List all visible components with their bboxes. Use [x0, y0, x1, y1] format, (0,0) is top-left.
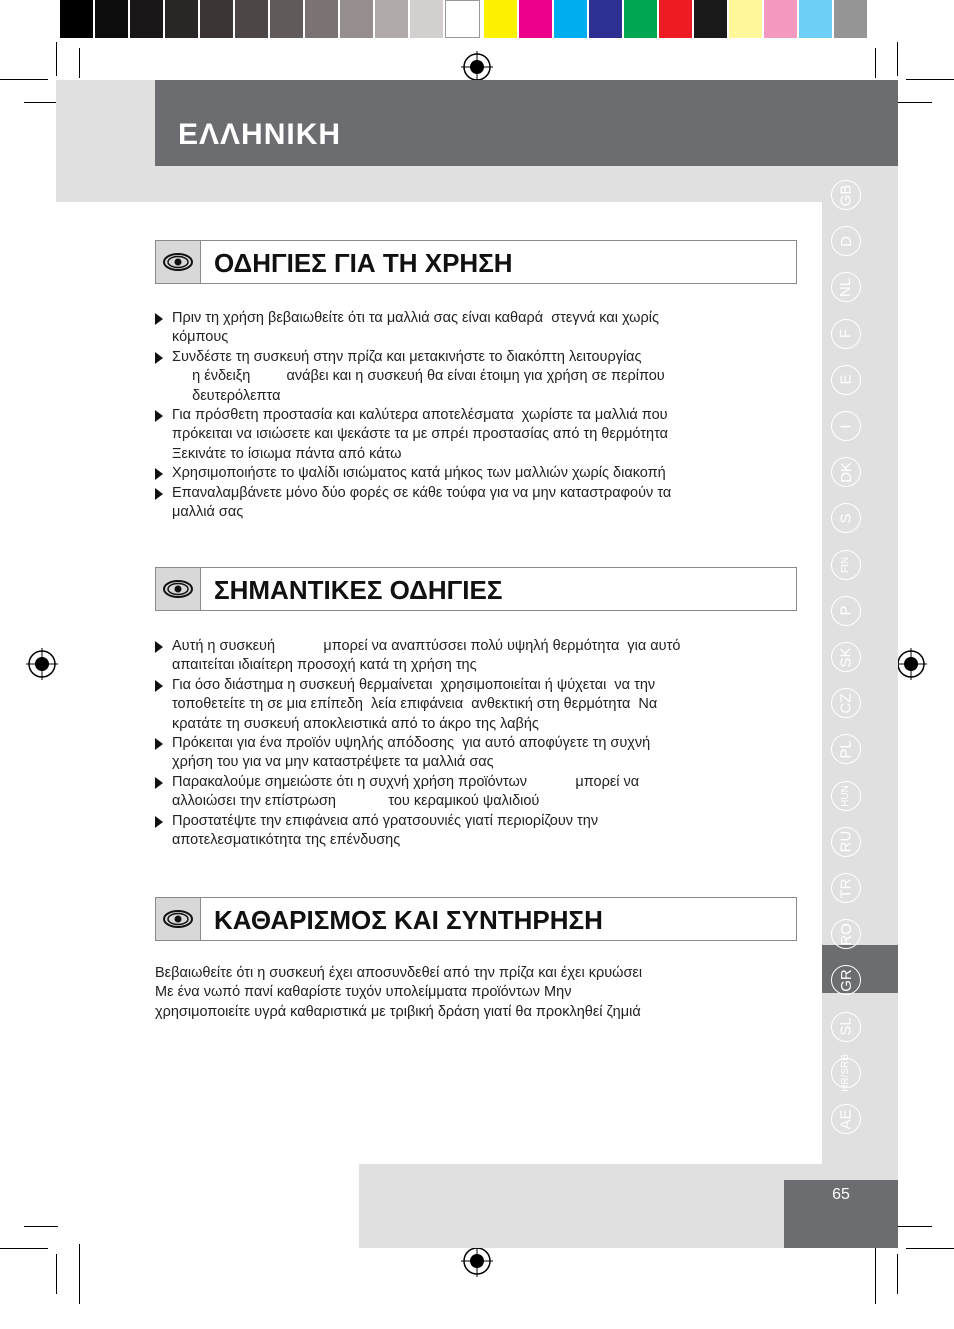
bullet-arrow-icon	[155, 410, 163, 422]
greyscale-color-bar	[60, 0, 480, 38]
language-tab-hun[interactable]	[831, 781, 861, 811]
cleaning-line: Βεβαιωθείτε ότι η συσκευή έχει αποσυνδεθεί από την πρίζα και έχει κρυώσει	[155, 965, 643, 981]
list-item-line: Για όσο διάστημα η συσκευή θερμαίνεται χρησιμοποιείται ή ψύχεται να την	[172, 676, 656, 693]
list-item-line: η ένδειξη ανάβει και η συσκευή θα είναι έτοιμη για χρήση σε περίπου	[172, 368, 665, 385]
language-code: RO	[837, 922, 855, 946]
section-title-important: ΣΗΜΑΝΤΙΚΕΣ ΟΔΗΓΙΕΣ	[214, 575, 503, 605]
eye-icon	[156, 568, 201, 610]
list-item-line: κρατάτε τη συσκευή αποκλειστικά από το άκρο της λαβής	[172, 715, 539, 732]
crop-mark	[79, 1244, 80, 1304]
color-swatch	[729, 0, 764, 38]
usage-instructions-list	[155, 309, 805, 522]
crop-mark	[875, 48, 876, 78]
language-tab-gb[interactable]	[831, 180, 861, 210]
bullet-arrow-icon	[155, 777, 163, 789]
section-title-usage: ΟΔΗΓΙΕΣ ΓΙΑ ΤΗ ΧΡΗΣΗ	[214, 248, 513, 278]
registration-mark-icon	[26, 648, 58, 680]
bullet-arrow-icon	[155, 352, 163, 364]
crop-mark	[875, 1244, 876, 1304]
list-item-line: Αυτή η συσκευή μπορεί να αναπτύσσει πολύ υψηλή θερμότητα για αυτό	[172, 638, 681, 654]
crop-mark	[906, 1248, 954, 1249]
language-code: NL	[837, 277, 855, 297]
crop-mark	[24, 102, 58, 103]
color-swatch	[410, 0, 445, 38]
bullet-arrow-icon	[155, 641, 163, 653]
language-code: P	[837, 605, 855, 616]
color-swatch	[130, 0, 165, 38]
list-item-line: δευτερόλεπτα	[172, 387, 281, 404]
color-swatch	[270, 0, 305, 38]
language-code: E	[837, 374, 855, 385]
language-tab-tr[interactable]	[831, 873, 861, 903]
list-item-line: αλλοιώσει την επίστρωση του κεραμικού ψαλιδιού	[172, 793, 540, 810]
eye-icon	[156, 241, 201, 283]
list-item	[155, 637, 805, 676]
language-code: DK	[837, 461, 855, 483]
language-tab-e[interactable]	[831, 365, 861, 395]
language-code: S	[837, 513, 855, 524]
color-swatch	[484, 0, 519, 38]
language-code: SL	[837, 1017, 855, 1036]
language-code: GB	[837, 184, 855, 206]
language-tab-sl[interactable]	[831, 1012, 861, 1042]
list-item-line: Πριν τη χρήση βεβαιωθείτε ότι τα μαλλιά σας είναι καθαρά στεγνά και χωρίς	[172, 310, 659, 326]
bullet-arrow-icon	[155, 680, 163, 692]
eye-icon	[156, 898, 201, 940]
page-title: ΕΛΛΗΝΙΚΗ	[178, 118, 342, 151]
list-item-line: πρόκειται να ισιώσετε και ψεκάστε τα με σπρέι προστασίας από τη θερμότητα	[172, 426, 668, 443]
list-item	[155, 309, 805, 348]
section-header-important	[155, 567, 797, 611]
list-item	[155, 484, 805, 523]
crop-mark	[906, 79, 954, 80]
cleaning-line: χρησιμοποιείτε υγρά καθαριστικά με τριβική δράση γιατί θα προκληθεί ζημιά	[155, 1003, 641, 1020]
language-tab-ae[interactable]	[831, 1104, 861, 1134]
language-code: I	[837, 423, 855, 429]
bullet-arrow-icon	[155, 488, 163, 500]
color-swatch	[95, 0, 130, 38]
cleaning-line: Με ένα νωπό πανί καθαρίστε τυχόν υπολείμματα προϊόντων Μην	[155, 984, 572, 1001]
color-swatch	[235, 0, 270, 38]
language-tab-f[interactable]	[831, 319, 861, 349]
color-swatch	[445, 0, 480, 38]
crop-mark	[56, 1254, 57, 1294]
cleaning-paragraph	[155, 964, 805, 1022]
language-tab-ro[interactable]	[831, 919, 861, 949]
language-code: D	[837, 235, 855, 247]
color-swatch	[60, 0, 95, 38]
registration-mark-icon	[895, 648, 927, 680]
list-item	[155, 406, 805, 464]
crop-mark	[79, 48, 80, 78]
language-code: FIN	[839, 556, 851, 573]
crop-mark	[56, 42, 57, 76]
bullet-arrow-icon	[155, 738, 163, 750]
list-item-line: μαλλιά σας	[172, 504, 244, 521]
list-item-line: αποτελεσματικότητα της επένδυσης	[172, 832, 401, 849]
section-header-usage	[155, 240, 797, 284]
crop-mark	[0, 1248, 48, 1249]
list-item-line: χρήση του για να μην καταστρέψετε τα μαλλιά σας	[172, 754, 494, 771]
color-swatch	[799, 0, 834, 38]
language-tab-dk[interactable]	[831, 457, 861, 487]
list-item	[155, 348, 805, 406]
registration-mark-icon	[461, 51, 493, 83]
process-color-bar	[484, 0, 869, 38]
crop-mark	[0, 79, 48, 80]
color-swatch	[764, 0, 799, 38]
list-item	[155, 773, 805, 812]
language-code: F	[837, 329, 855, 339]
language-tab-cz[interactable]	[831, 688, 861, 718]
list-item-line: Χρησιμοποιήστε το ψαλίδι ισιώματος κατά μήκος των μαλλιών χωρίς διακοπή	[172, 465, 666, 482]
list-item	[155, 464, 805, 483]
color-swatch	[305, 0, 340, 38]
crop-mark	[897, 1254, 898, 1294]
bullet-arrow-icon	[155, 816, 163, 828]
color-swatch	[694, 0, 729, 38]
language-code: AE	[837, 1108, 855, 1130]
list-item-line: Ξεκινάτε το ίσιωμα πάντα από κάτω	[172, 445, 402, 462]
registration-mark-icon	[461, 1245, 493, 1277]
list-item-line: τοποθετείτε τη σε μια επίπεδη λεία επιφάνεια ανθεκτική στη θερμότητα Να	[172, 696, 658, 713]
language-code: CZ	[837, 693, 855, 714]
language-tab-ru[interactable]	[831, 827, 861, 857]
list-item-line: Πρόκειται για ένα προϊόν υψηλής απόδοσης για αυτό αποφύγετε τη συχνή	[172, 735, 651, 752]
list-item-line: Προστατέψτε την επιφάνεια από γρατσουνιές γιατί περιορίζουν την	[172, 812, 599, 829]
list-item-line: απαιτείται ιδιαίτερη προσοχή κατά τη χρήση της	[172, 657, 477, 674]
list-item-line: Για πρόσθετη προστασία και καλύτερα αποτελέσματα χωρίστε τα μαλλιά που	[172, 407, 668, 424]
crop-mark	[898, 1226, 932, 1227]
language-tab-fin[interactable]	[831, 550, 861, 580]
color-swatch	[165, 0, 200, 38]
bullet-arrow-icon	[155, 313, 163, 325]
important-instructions-list	[155, 637, 805, 850]
language-tab-sk[interactable]	[831, 642, 861, 672]
language-code: GR	[837, 969, 855, 992]
crop-mark	[898, 102, 932, 103]
list-item-line: Παρακαλούμε σημειώστε ότι η συχνή χρήση προϊόντων μπορεί να	[172, 773, 640, 790]
color-swatch	[554, 0, 589, 38]
language-code: HR/SRB	[840, 1053, 852, 1092]
language-code: SK	[837, 646, 855, 668]
color-swatch	[340, 0, 375, 38]
section-header-cleaning	[155, 897, 797, 941]
language-code: HUN	[839, 784, 851, 807]
color-swatch	[589, 0, 624, 38]
section-title-cleaning: ΚΑΘΑΡΙΣΜΟΣ ΚΑΙ ΣΥΝΤΗΡΗΣΗ	[214, 905, 603, 935]
language-code: RU	[837, 830, 855, 853]
color-swatch	[519, 0, 554, 38]
bullet-arrow-icon	[155, 468, 163, 480]
color-swatch	[659, 0, 694, 38]
list-item-line: Επαναλαμβάνετε μόνο δύο φορές σε κάθε τούφα για να μην καταστραφούν τα	[172, 484, 672, 501]
crop-mark	[24, 1226, 58, 1227]
language-tab-d[interactable]	[831, 226, 861, 256]
language-tab-p[interactable]	[831, 596, 861, 626]
color-swatch	[834, 0, 869, 38]
list-item-line: Συνδέστε τη συσκευή στην πρίζα και μετακινήστε το διακόπτη λειτουργίας	[172, 348, 642, 365]
page-number: 65	[832, 1186, 850, 1203]
crop-mark	[897, 42, 898, 76]
color-swatch	[624, 0, 659, 38]
language-code: PL	[837, 740, 855, 759]
language-tab-hr-srb[interactable]	[831, 1053, 861, 1092]
language-code: TR	[837, 878, 855, 898]
list-item	[155, 734, 805, 773]
list-item	[155, 676, 805, 734]
list-item	[155, 812, 805, 851]
color-swatch	[200, 0, 235, 38]
list-item-line: κόμπους	[172, 329, 229, 346]
language-tab-i[interactable]	[831, 411, 861, 441]
color-swatch	[375, 0, 410, 38]
